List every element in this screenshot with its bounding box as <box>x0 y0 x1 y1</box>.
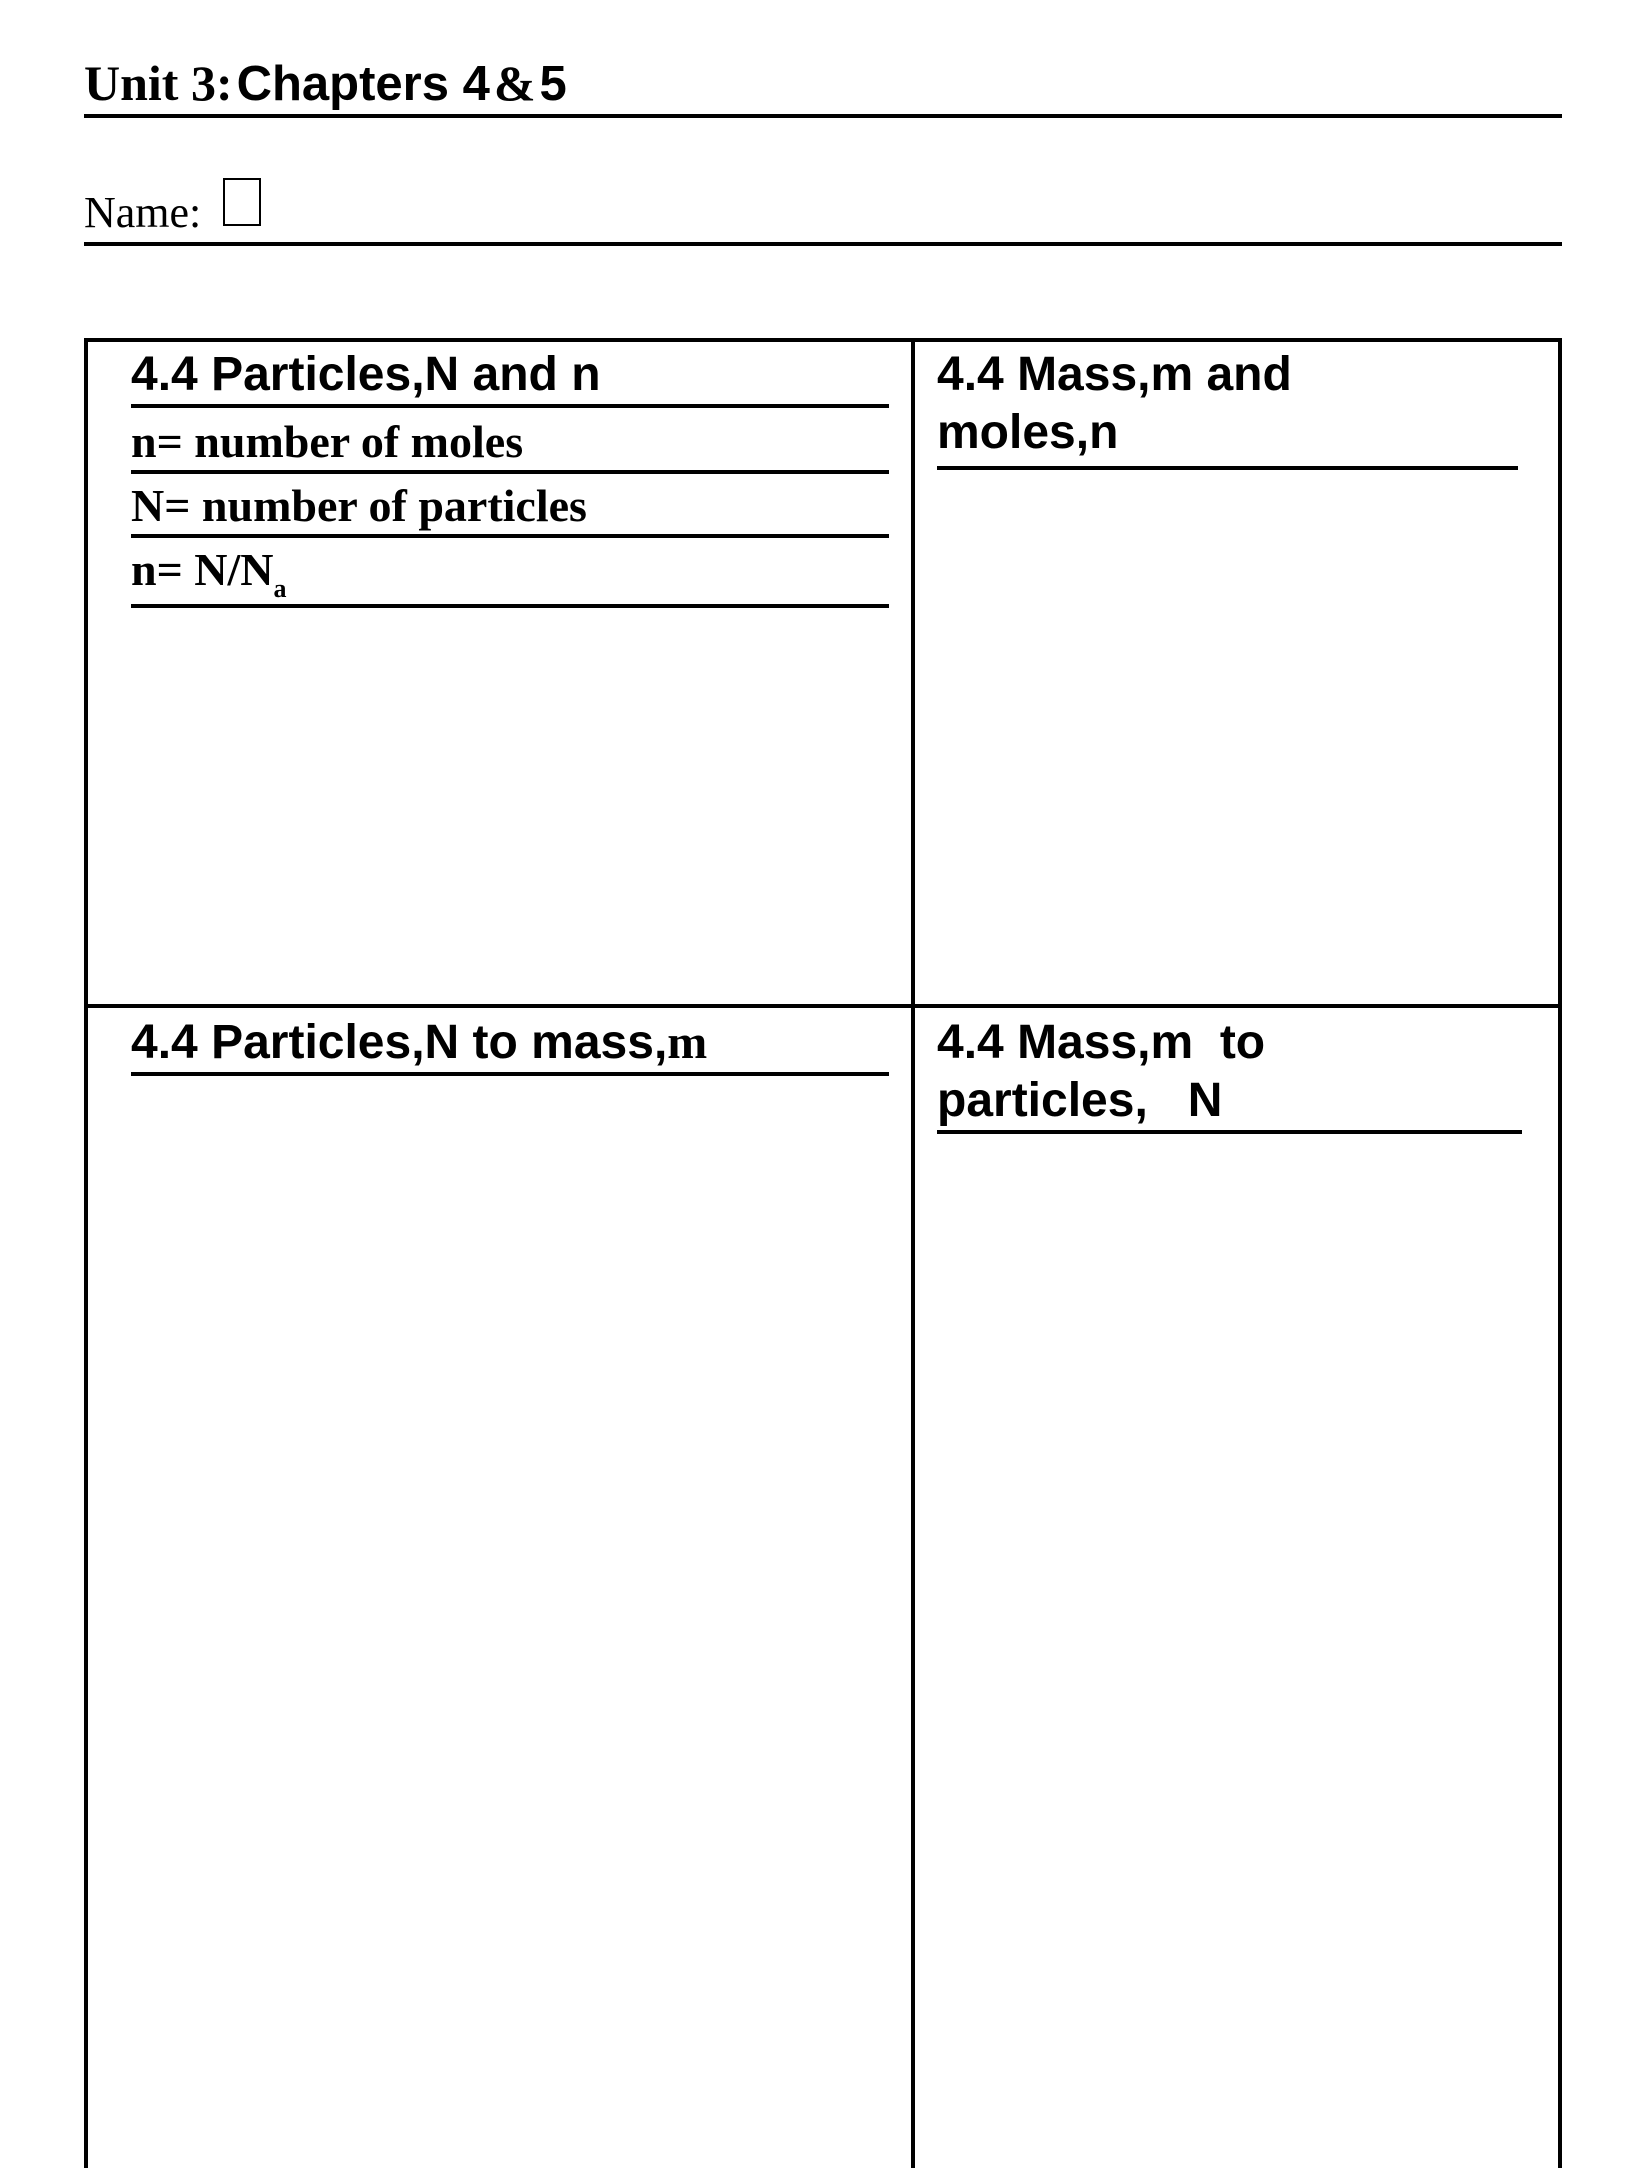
name-row <box>84 176 1562 246</box>
cell-heading-line-1: 4.4 Mass,m to <box>937 1016 1266 1069</box>
cell-heading-mass-to-particles <box>937 1014 1522 1134</box>
title-chapters: Chapters 4 <box>236 57 490 111</box>
cell-heading-particles-to-mass <box>131 1014 889 1076</box>
note-line-3 <box>131 540 889 608</box>
note-line-2 <box>131 476 889 538</box>
note-formula-subscript: a <box>273 574 287 603</box>
cell-heading-mass-m-and-moles-n <box>937 346 1518 470</box>
grid-horizontal-divider <box>84 1004 1562 1008</box>
cell-heading-text: 4.4 Particles,N to mass, <box>131 1016 668 1069</box>
name-label: Name: <box>84 188 202 237</box>
title-unit: Unit 3: <box>84 55 233 111</box>
note-text: N= number of particles <box>131 480 587 531</box>
notes-grid <box>84 338 1562 2168</box>
cell-heading-line-2: particles, N <box>937 1074 1223 1127</box>
cell-heading-line-2: moles,n <box>937 406 1119 459</box>
title-chapters-end: 5 <box>539 57 567 111</box>
cell-heading-particles-n-and-n <box>131 346 889 408</box>
note-text: n= number of moles <box>131 416 524 467</box>
note-line-1 <box>131 412 889 474</box>
cell-heading-text: 4.4 Particles,N and n <box>131 348 601 401</box>
grid-vertical-divider <box>911 338 915 2168</box>
cell-heading-line-1: 4.4 Mass,m and <box>937 348 1292 401</box>
name-input-box[interactable] <box>223 178 261 226</box>
title-ampersand: & <box>493 55 536 111</box>
document-title <box>84 52 1562 118</box>
cell-heading-text-tail: m <box>667 1016 708 1069</box>
note-formula: n= N/N <box>131 544 274 595</box>
